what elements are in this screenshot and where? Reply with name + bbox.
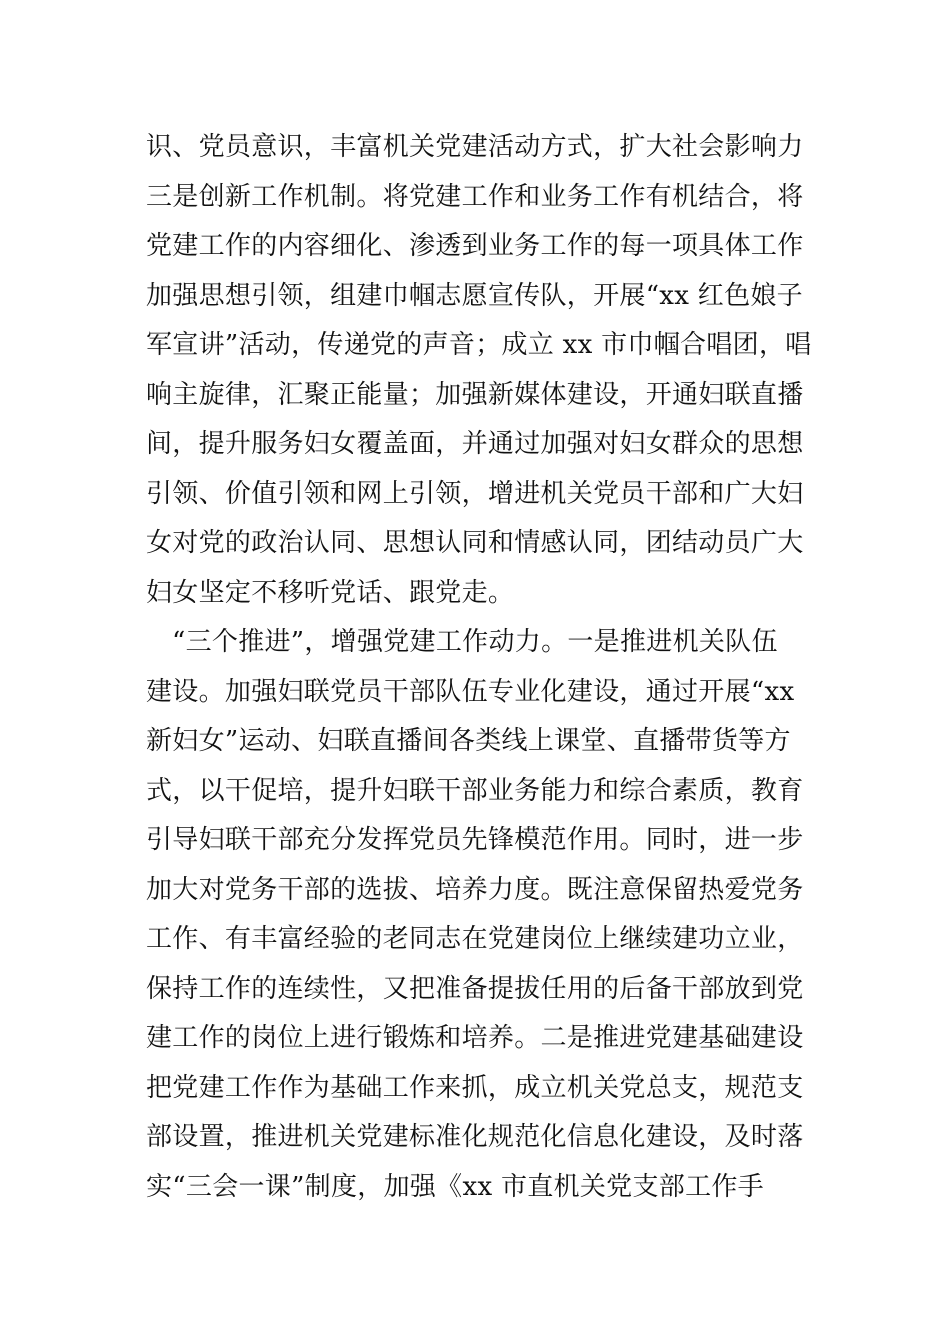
text-line: 新妇女”运动、妇联直播间各类线上课堂、直播带货等方 (146, 726, 791, 756)
text-line: 把党建工作作为基础工作来抓，成立机关党总支，规范支 (146, 1072, 804, 1103)
text-line: 识、党员意识，丰富机关党建活动方式，扩大社会影响力 (146, 132, 804, 162)
text-line: 引领、价值引领和网上引领，增进机关党员干部和广大妇 (146, 478, 804, 509)
text-line: 保持工作的连续性，又把准备提拔任用的后备干部放到党 (146, 973, 804, 1004)
text-line: 引导妇联干部充分发挥党员先锋模范作用。同时，进一步 (146, 825, 804, 855)
text-line: 三是创新工作机制。将党建工作和业务工作有机结合，将 (146, 181, 804, 212)
paragraph-first-line: “三个推进”，增强党建工作动力。一是推进机关队伍 (172, 627, 778, 657)
text-line: 实“三会一课”制度，加强《xx 市直机关党支部工作手 (146, 1171, 764, 1202)
text-line: 女对党的政治认同、思想认同和情感认同，团结动员广大 (146, 528, 804, 558)
text-line: 间，提升服务妇女覆盖面，并通过加强对妇女群众的思想 (146, 429, 804, 459)
text-line: 部设置，推进机关党建标准化规范化信息化建设，及时落 (146, 1122, 804, 1152)
text-line: 军宣讲”活动，传递党的声音；成立 xx 市巾帼合唱团，唱 (146, 330, 812, 360)
text-line: 妇女坚定不移听党话、跟党走。 (146, 577, 515, 608)
text-line: 加强思想引领，组建巾帼志愿宣传队，开展“xx 红色娘子 (146, 280, 803, 311)
text-line: 工作、有丰富经验的老同志在党建岗位上继续建功立业， (146, 924, 804, 954)
text-line: 建工作的岗位上进行锻炼和培养。二是推进党建基础建设 (146, 1023, 804, 1053)
text-line: 建设。加强妇联党员干部队伍专业化建设，通过开展“xx (146, 676, 795, 707)
text-line: 党建工作的内容细化、渗透到业务工作的每一项具体工作 (146, 231, 804, 261)
text-line: 式，以干促培，提升妇联干部业务能力和综合素质，教育 (146, 775, 804, 806)
text-line: 加大对党务干部的选拔、培养力度。既注意保留热爱党务 (146, 874, 804, 905)
text-line: 响主旋律，汇聚正能量；加强新媒体建设，开通妇联直播 (146, 379, 804, 410)
